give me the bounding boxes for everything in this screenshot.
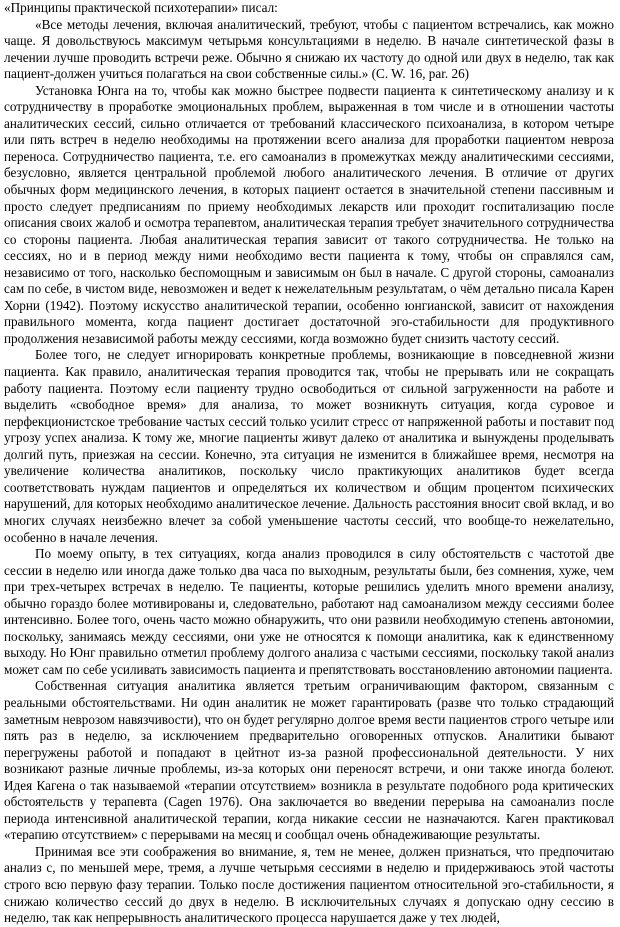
jung-quote: «Все методы лечения, включая аналитический, требуют, чтобы с пациентом встречались, как можно чаще. Я довольствуюсь максимум четырьмя консультациями в неделю. В начале синтетической фазы в лечении лучше проводить встречи реже. Обычно я снижаю их частоту до одной или двух в неделю, так как пациент-должен учиться полагаться на свои собственные силы.» (C. W. 16, par. 26) [4, 16, 614, 82]
paragraph-analyst-situation: Собственная ситуация аналитика является третьим ограничивающим фактором, связанным с реальными обстоятельствами. Ни один аналитик не может гарантировать (разве что только страдающий заметным неврозом навязчивости), что он будет регулярно долгое время вести пациентов строго четыре или пять раз в неделю, за исключением предварительно оговоренных отпусков. Аналитики бывают перегружены работой и попадают в цейтнот из-за разной профессиональной деятельности. У них возникают разные личные проблемы, из-за которых они переносят встречи, и они также иногда болеют. Идея Кагена о так называемой «терапии отсутствием» возникла в результате подобного рода критических обстоятельств у терапевта (Cagen 1976). Она заключается во введении перерыва на самоанализ после периода интенсивной аналитической терапии, когда никакие сессии не назначаются. Каген практиковал «терапию отсутствием» с перерывами на месяц и сообщал очень обнадеживающие результаты. [4, 678, 614, 843]
paragraph-everyday-problems: Более того, не следует игнорировать конкретные проблемы, возникающие в повседневной жизни пациента. Как правило, аналитическая терапия проводится так, чтобы не прерывать или не сокращать работу пациента. Поэтому если пациенту трудно освободиться от сильной загруженности на работе и выделить «свободное время» для анализа, то может возникнуть ситуация, когда суровое и перфекционистское требование частых сессий только усилит стресс от напряженной работы и поставит под угрозу успех анализа. К тому же, многие пациенты живут далеко от аналитика и вынуждены проделывать долгий путь, приезжая на сессии. Конечно, эта ситуация не изменится в ближайшее время, несмотря на увеличение количества аналитиков, поскольку число практикующих аналитиков будет всегда соответствовать нуждам пациентов и определяться их количеством и общим процентом психических нарушений, для которых необходимо аналитическое лечение. Дальность расстояния вносит свой вклад, и во многих случаях неизбежно влечет за собой уменьшение частоты сессий, что вообще-то нежелательно, особенно в начале лечения. [4, 347, 614, 545]
paragraph-my-experience: По моему опыту, в тех ситуациях, когда анализ проводился в силу обстоятельств с частотой две сессии в неделю или иногда даже только два часа по выходным, результаты были, без сомнения, хуже, чем при трех-четырех встречах в неделю. Те пациенты, которые решились уделить много времени анализу, обычно гораздо более мотивированы и, следовательно, работают над самоанализом между сессиями более интенсивно. Более того, очень часто можно обнаружить, что они развили необходимую степень автономии, поскольку, занимаясь между сессиями, они уже не относятся к помощи аналитика, как к единственному выходу. Но Юнг правильно отметил проблему долгого анализа с частыми сессиями, поскольку такой анализ может сам по себе усиливать зависимость пациента и препятствовать восстановлению автономии пациента. [4, 546, 614, 677]
paragraph-conclusion: Принимая все эти соображения во внимание, я, тем не менее, должен признаться, что предпочитаю анализ с, по меньшей мере, тремя, а лучше четырьмя сессиями в неделю и придерживаюсь этой частоты строго всю первую фазу терапии. Только после достижения пациентом относительной эго-стабильности, я снижаю количество сессий до двух в неделю. В исключительных случаях я допускаю одну сессию в неделю, так как непрерывность аналитического процесса нарушается даже у тех людей, [4, 843, 614, 926]
paragraph-intro: «Принципы практической психотерапии» писал: [4, 0, 278, 15]
paragraph-jung-setting: Установка Юнга на то, чтобы как можно быстрее подвести пациента к синтетическому анализу и к сотрудничеству в проработке эмоциональных проблем, выраженная в том числе и в отношении частоты аналитических сессий, сильно отличается от требований классического психоанализа, в котором четыре или пять встреч в неделю необходимы на протяжении всего анализа для проработки пациентом невроза переноса. Сотрудничество пациента, т.е. его самоанализ в промежутках между аналитическими сессиями, безусловно, является центральной проблемой любого аналитического лечения. В отличие от других обычных форм медицинского лечения, в которых пациент остается в значительной степени пассивным и просто следует предписаниям по приему необходимых лекарств или проходит госпитализацию после описания своих жалоб и осмотра терапевтом, аналитическая терапия требует значительного сотрудничества со стороны пациента. Любая аналитическая терапия зависит от такого сотрудничества. Не только на сессиях, но и в период между ними необходимо вести пациента к тому, чтобы он справлялся сам, независимо от того, насколько беспомощным и зависимым он был в начале. С другой стороны, самоанализ сам по себе, в чистом виде, невозможен и ведет к нежелательным результатам, о чём детально писала Карен Хорни (1942). Поэтому искусство аналитической терапии, особенно юнгианской, зависит от нахождения правильного момента, когда пациент достигает достаточной эго-стабильности для продуктивного продолжения независимой работы между сессиями, когда возможно будет снизить частоту сессий. [4, 82, 614, 346]
